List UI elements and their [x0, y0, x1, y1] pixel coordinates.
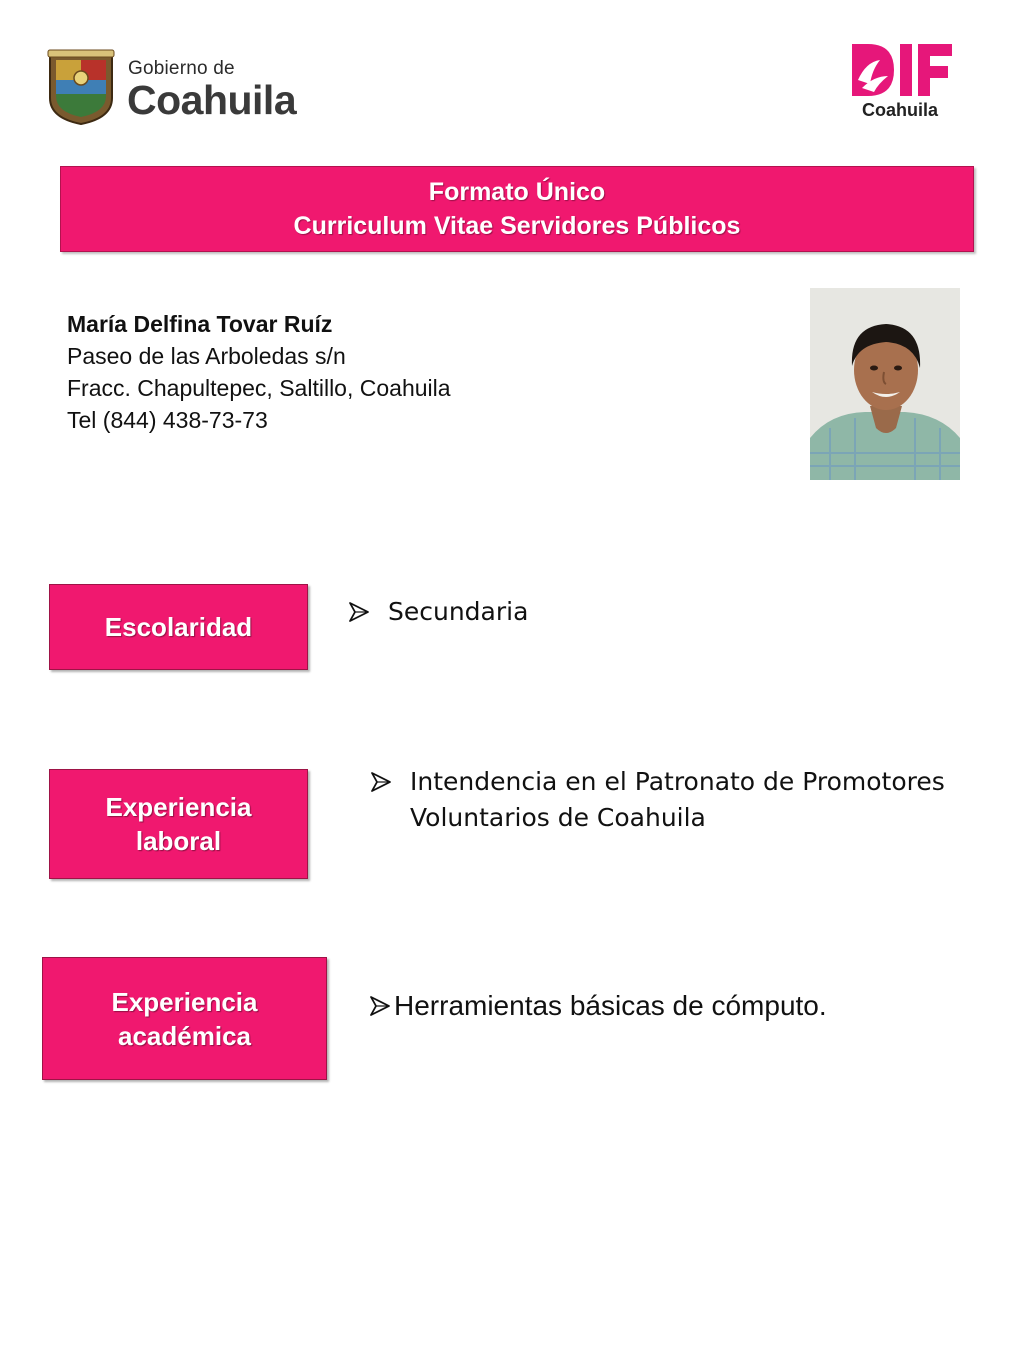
academica-label-line-1: Experiencia — [111, 986, 258, 1017]
title-line-2: Curriculum Vitae Servidores Públicos — [293, 212, 741, 240]
profile-photo — [810, 288, 960, 480]
list-item — [369, 988, 827, 1026]
title-line-1: Formato Único — [428, 178, 606, 206]
section-label-escolaridad — [49, 584, 308, 670]
dif-coahuila-logo — [848, 38, 958, 128]
laboral-label-line-1: Experiencia — [105, 792, 252, 822]
section-label-experiencia-laboral — [49, 769, 308, 879]
dif-coahuila-label: Coahuila — [862, 100, 939, 120]
list-item — [348, 594, 528, 633]
dif-logo-mark-icon — [850, 40, 954, 100]
arrowhead-bullet-icon — [348, 594, 388, 633]
escolaridad-label: Escolaridad — [104, 612, 253, 642]
address-line-2: Fracc. Chapultepec, Saltillo, Coahuila — [67, 375, 451, 401]
academica-item: Herramientas básicas de cómputo. — [394, 990, 827, 1021]
title-banner — [60, 166, 974, 252]
coat-of-arms-icon — [44, 48, 118, 126]
contact-info — [67, 308, 451, 436]
escolaridad-item: Secundaria — [388, 597, 529, 626]
phone-number: Tel (844) 438-73-73 — [67, 407, 268, 433]
address-line-1: Paseo de las Arboledas s/n — [67, 343, 346, 369]
gobierno-coahuila-logo — [44, 44, 304, 130]
gobierno-label: Gobierno de — [128, 58, 235, 79]
portrait-image — [810, 288, 960, 480]
person-name: María Delfina Tovar Ruíz — [67, 311, 333, 337]
section-label-experiencia-academica — [42, 957, 327, 1080]
laboral-item: Intendencia en el Patronato de Promotores Voluntarios de Coahuila — [410, 767, 945, 832]
list-item — [370, 764, 970, 836]
academica-label-line-2: académica — [118, 1020, 251, 1051]
arrowhead-bullet-icon — [369, 988, 394, 1026]
laboral-label-line-2: laboral — [135, 826, 222, 856]
coahuila-label: Coahuila — [127, 77, 297, 123]
arrowhead-bullet-icon — [370, 764, 410, 803]
